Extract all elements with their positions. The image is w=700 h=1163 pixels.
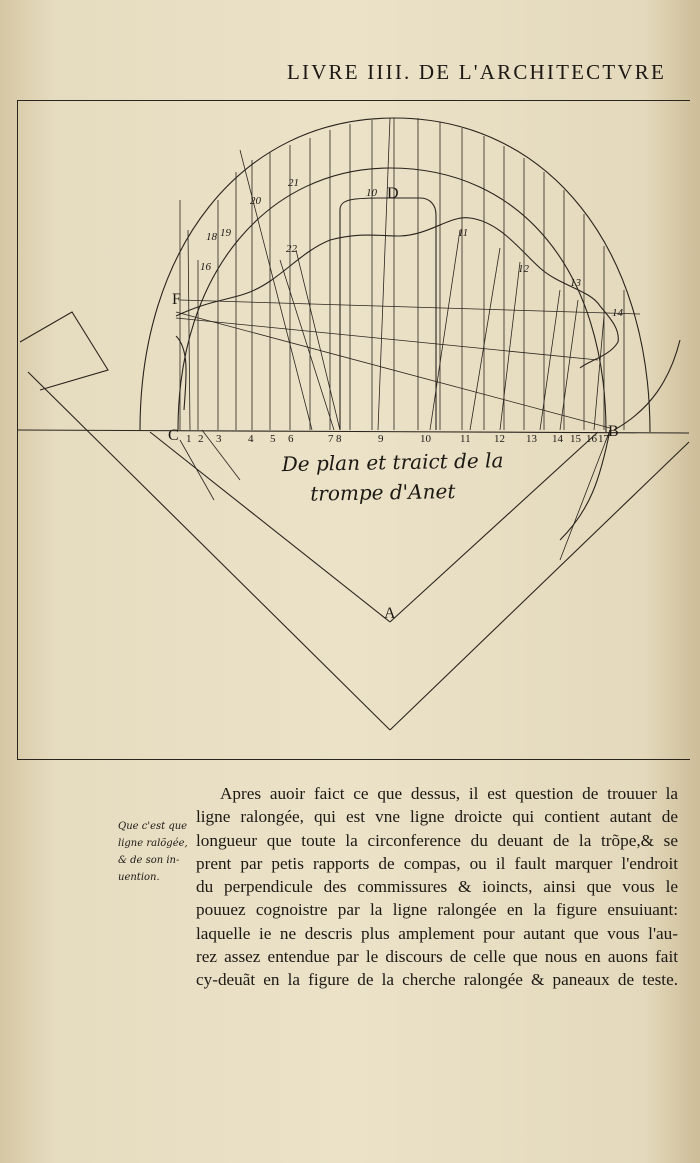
baseline-number: 2 [198, 433, 204, 445]
body-line: cy-deuãt en la figure de la cherche ralongée & paneaux de teste. [196, 970, 678, 990]
plate-caption-line-2: trompe d'Anet [310, 479, 456, 506]
running-header: LIVRE IIII. DE L'ARCHITECTVRE [286, 60, 666, 84]
baseline-number: 15 [570, 433, 581, 445]
baseline-number: 8 [336, 433, 342, 445]
curve-number: 18 [206, 231, 217, 243]
curve-number: 12 [518, 263, 529, 275]
body-line: pouuez cognoistre par la ligne ralongée en la figure ensuiuant: [196, 900, 678, 920]
vertical-rays [180, 118, 624, 430]
curve-number: 13 [570, 277, 581, 289]
body-line: ligne ralongée, qui est vne ligne droicte qui contient autant de [196, 807, 678, 827]
body-line: du perpendicule des commissures & ioincts, ainsi que vous le [196, 877, 678, 897]
curve-number: 10 [366, 187, 377, 199]
baseline-number: 1 [186, 433, 192, 445]
curve-number: 16 [200, 261, 211, 273]
outer-arch [140, 118, 650, 432]
margin-note [118, 818, 194, 886]
point-label-c: C [168, 427, 179, 444]
left-tab [20, 312, 108, 390]
baseline-number: 4 [248, 433, 254, 445]
curve-number: 11 [458, 227, 469, 239]
baseline-number: 11 [460, 433, 471, 445]
margin-note-line: uention. [118, 872, 160, 883]
lower-curve [176, 336, 186, 410]
plate-caption [281, 445, 522, 509]
right-lower-curve [560, 430, 610, 540]
margin-note-line: ligne ralõgée, [118, 838, 188, 849]
baseline-number: 5 [270, 433, 276, 445]
point-label-b: B [608, 423, 619, 440]
baseline-number: 6 [288, 433, 294, 445]
baseline-number: 12 [494, 433, 505, 445]
outer-left-edge [28, 372, 390, 730]
curve-number: 22 [286, 243, 297, 255]
inner-arch [178, 168, 606, 432]
baseline-number: 7 [328, 433, 334, 445]
body-line: prent par petis rapports de compas, ou il fault marquer l'endroit [196, 853, 678, 873]
central-vault [340, 198, 436, 430]
curve-number: 21 [288, 177, 299, 189]
plate-caption-line-1: De plan et traict de la [281, 448, 504, 477]
body-line: rez assez entendue par le discours de celle que nous en auons fait [196, 947, 678, 967]
body-line: longueur que toute la circonference du deuant de la trõpe,& se [196, 830, 678, 850]
baseline-number: 3 [216, 433, 222, 445]
baseline-number: 10 [420, 433, 431, 445]
baseline-number: 17 [598, 433, 609, 445]
curve-number: 14 [612, 307, 623, 319]
curve-number: 20 [250, 195, 261, 207]
baseline-number: 9 [378, 433, 384, 445]
baseline-number: 13 [526, 433, 537, 445]
baseline-number: 16 [586, 433, 597, 445]
margin-note-line: & de son in- [118, 855, 180, 866]
body-paragraph [196, 782, 678, 992]
point-label-d: D [387, 185, 399, 202]
point-label-a: A [384, 605, 396, 622]
baseline-number: 14 [552, 433, 563, 445]
point-label-f: F [172, 291, 181, 308]
curve-number: 19 [220, 227, 231, 239]
margin-note-line: Que c'est que [118, 821, 188, 832]
body-line: laquelle ie ne descris plus amplement pour autant que vous l'au- [196, 923, 678, 943]
body-line: Apres auoir faict ce que dessus, il est question de trouuer la [220, 784, 678, 803]
